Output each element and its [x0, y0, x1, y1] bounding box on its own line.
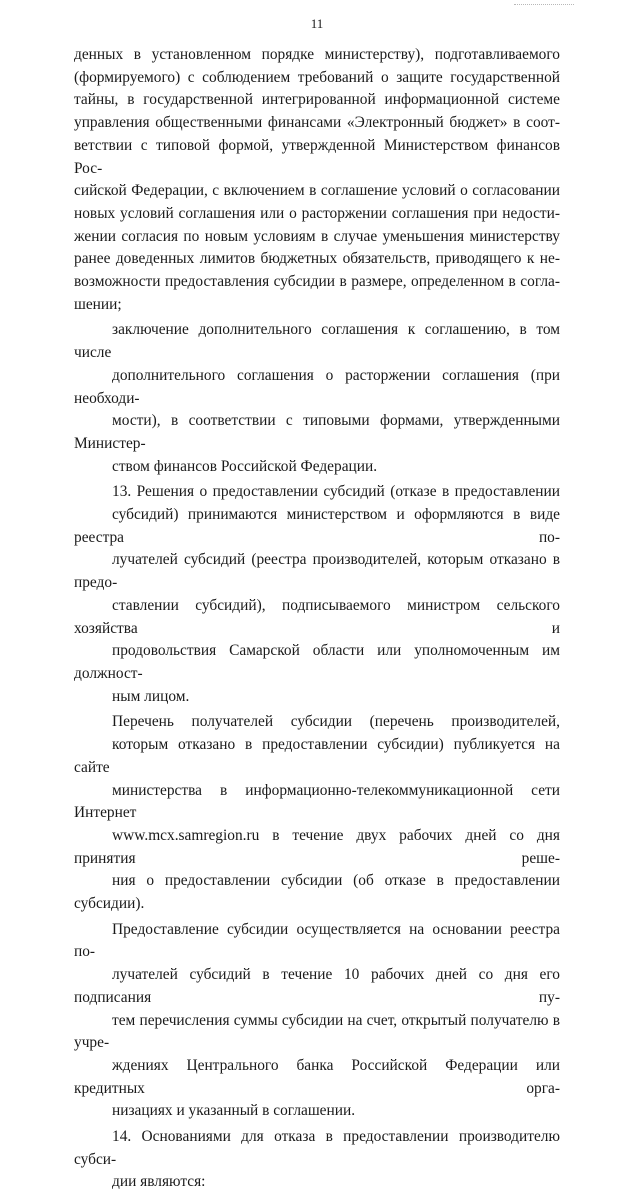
paragraph [74, 44, 560, 316]
paragraph [74, 319, 560, 478]
text-line: ранее доведенных лимитов бюджетных обязательств, приводящего к не- [74, 250, 560, 268]
text-line: Перечень получателей субсидии (перечень производителей, [112, 713, 560, 731]
text-line: лучателей субсидий в течение 10 рабочих дней со дня его подписания пу- [74, 966, 560, 1006]
text-line: ством финансов Российской Федерации. [112, 457, 378, 475]
text-line: ния о предоставлении субсидии (об отказе в предоставлении субсидии). [74, 872, 560, 913]
text-line: министерства в информационно-телекоммуникационной сети Интернет [74, 781, 560, 822]
text-line: ным лицом. [112, 687, 190, 705]
text-line: новых условий соглашения или о расторжении соглашения при недости- [74, 204, 560, 222]
text-line: субсидий) принимаются министерством и оформляются в виде реестра по- [74, 506, 560, 546]
text-line: тем перечисления суммы субсидии на счет, открытый получателю в учре- [74, 1011, 560, 1052]
paragraph [74, 919, 560, 1123]
text-line: лучателей субсидий (реестра производителей, которым отказано в предо- [74, 551, 560, 592]
scan-artifact [514, 4, 574, 7]
text-line: сийской Федерации, с включением в соглашение условий о согласовании [74, 182, 560, 200]
text-line: которым отказано в предоставлении субсидии) публикуется на сайте [74, 736, 560, 776]
text-line: низациях и указанный в соглашении. [112, 1102, 356, 1120]
text-line: (формируемого) с соблюдением требований о защите государственной [74, 68, 560, 86]
text-line: тайны, в государственной интегрированной информационной системе [74, 91, 560, 109]
text-line: дии являются: [112, 1173, 206, 1191]
paragraph [74, 1126, 560, 1194]
text-line: продовольствия Самарской области или уполномоченным им должност- [74, 642, 560, 682]
text-line: мости), в соответствии с типовыми формами, утвержденными Министер- [74, 412, 560, 452]
document-body [74, 44, 560, 1197]
text-line: возможности предоставления субсидии в размере, определенном в согла- [74, 273, 560, 291]
text-line: www.mcx.samregion.ru в течение двух рабочих дней со дня принятия реше- [74, 826, 560, 867]
text-line: шении; [74, 295, 122, 313]
text-line: заключение дополнительного соглашения к соглашению, в том числе [74, 321, 560, 362]
text-line: Предоставление субсидии осуществляется на основании реестра по- [74, 920, 560, 961]
page-number: 11 [310, 16, 324, 31]
text-line: управления общественными финансами «Электронный бюджет» в соот- [74, 114, 560, 132]
text-line: 14. Основаниями для отказа в предоставлении производителю субси- [74, 1128, 560, 1168]
text-line: жении согласия по новым условиям в случае уменьшения министерству [74, 227, 560, 245]
text-line: денных в установленном порядке министерству), подготавливаемого [74, 46, 560, 63]
text-line: ждениях Центрального банка Российской Федерации или кредитных орга- [74, 1056, 560, 1097]
paragraph [74, 481, 560, 708]
text-line: ставлении субсидий), подписываемого министром сельского хозяйства и [74, 596, 560, 637]
text-line: ветствии с типовой формой, утвержденной Министерством финансов Рос- [74, 136, 560, 177]
text-line: 13. Решения о предоставлении субсидий (отказе в предоставлении [112, 483, 560, 501]
paragraph [74, 711, 560, 915]
text-line: дополнительного соглашения о расторжении соглашения (при необходи- [74, 366, 560, 407]
